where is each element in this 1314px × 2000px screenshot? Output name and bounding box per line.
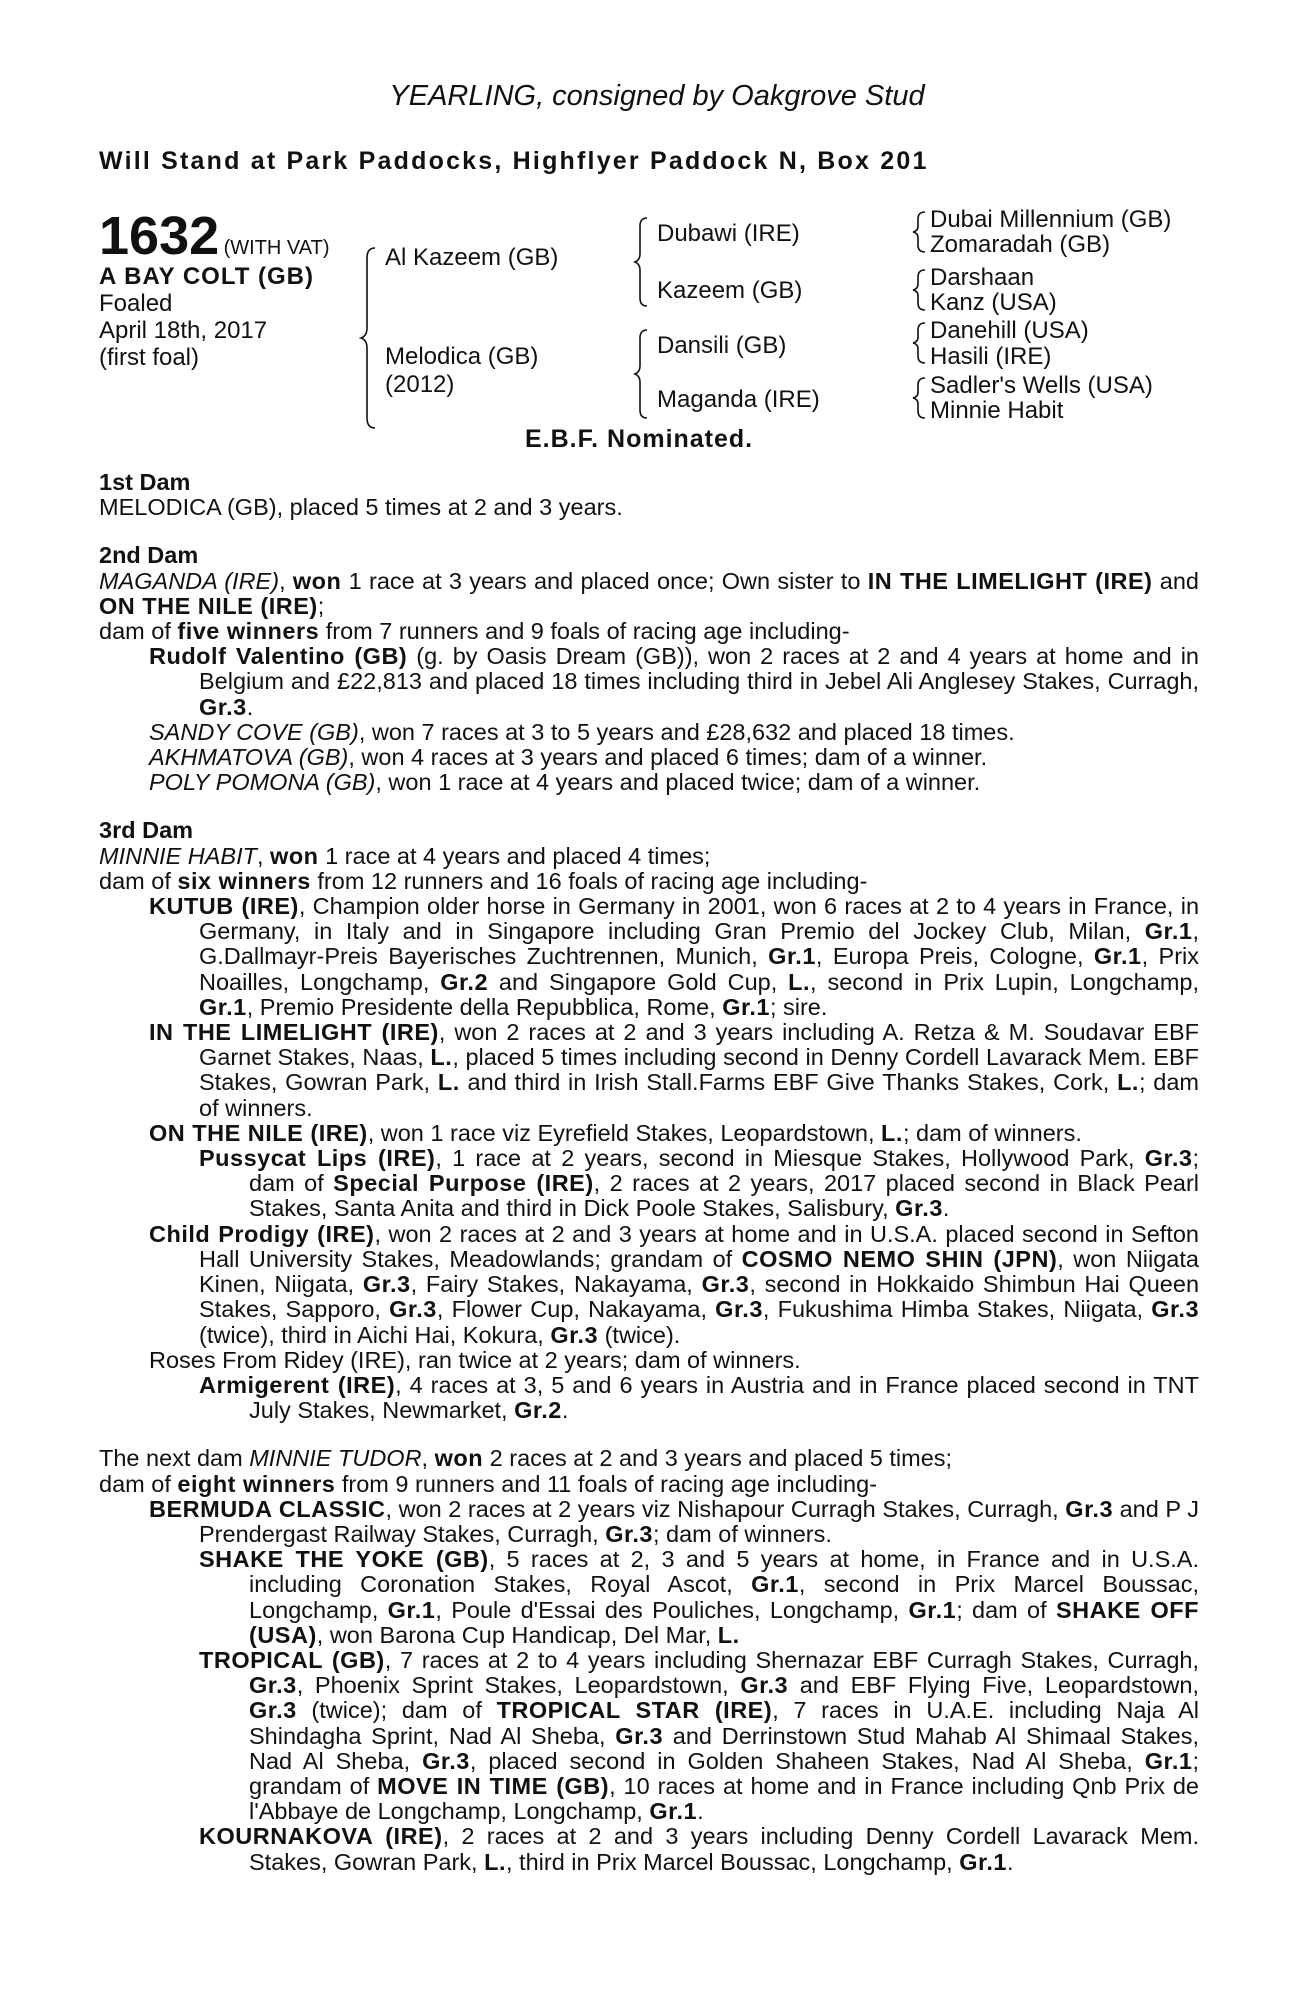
list-item: POLY POMONA (GB), won 1 race at 4 years and placed twice; dam of a winner. [149,769,981,796]
bracket-4 [913,378,925,418]
ggp-6: Hasili (IRE) [930,343,1052,370]
list-item: IN THE LIMELIGHT (IRE), won 2 races at 2 and 3 years including A. Retza & M. Soudavar EBF Garnet Stakes, Naas, L., placed 5 times including second in Denny Cordell Lavarack Mem. EBF Stakes, Gowran Park, L. and third in Irish Stall.Farms EBF Give Thanks Stakes, Cork, L.; dam of winners. [149,1019,1199,1121]
dam-year: (2012) [385,371,455,398]
consignor-line: YEARLING, consigned by Oakgrove Stud [389,80,925,112]
list-item: ON THE NILE (IRE), won 1 race viz Eyrefield Stakes, Leopardstown, L.; dam of winners. [149,1119,1082,1146]
next-dam-section [99,1446,1199,1874]
foaled-date: April 18th, 2017 [99,317,268,344]
ggp-7: Sadler's Wells (USA) [930,372,1153,399]
third-dam-intro: MINNIE HABIT, won 1 race at 4 years and placed 4 times; [99,842,711,869]
ebf-nominated: E.B.F. Nominated. [525,425,754,453]
third-dam-produce: dam of six winners from 12 runners and 16 foals of racing age including- [99,867,868,894]
foal-note: (first foal) [99,344,200,371]
location-heading: Will Stand at Park Paddocks, Highflyer Paddock N, Box 201 [99,147,929,175]
second-dam-heading: 2nd Dam [99,542,199,569]
list-item: SANDY COVE (GB), won 7 races at 3 to 5 years and £28,632 and placed 18 times. [149,718,1015,745]
list-item: Armigerent (IRE), 4 races at 3, 5 and 6 years in Austria and in France placed second in TNT July Stakes, Newmarket, Gr.2. [199,1371,1199,1424]
produce-record [99,470,1199,1875]
list-item: Rudolf Valentino (GB) (g. by Oasis Dream (GB)), won 2 races at 2 and 4 years at home and in Belgium and £22,813 and placed 18 times including third in Jebel Ali Anglesey Stakes, Curragh, Gr.3. [149,643,1199,720]
third-dam-section [99,818,1199,1423]
list-item: AKHMATOVA (GB), won 4 races at 3 years and placed 6 times; dam of a winner. [149,744,988,771]
dam-dam: Maganda (IRE) [657,386,820,413]
ggp-2: Zomaradah (GB) [930,231,1111,258]
sire-dam: Kazeem (GB) [657,277,803,304]
vat-note: (WITH VAT) [223,237,330,259]
second-dam-section [99,543,1199,795]
list-item: TROPICAL (GB), 7 races at 2 to 4 years including Shernazar EBF Curragh Stakes, Curragh, Gr.3, Phoenix Sprint Stakes, Leopardstown, Gr.3 and EBF Flying Five, Leopardstown, Gr.3 (twice); dam of TROPICAL STAR (IRE), 7 races in U.A.E. including Naja Al Shindagha Sprint, Nad Al Sheba, Gr.3 and Derrinstown Stud Mahab Al Shimaal Stakes, Nad Al Sheba, Gr.3, placed second in Golden Shaheen Stakes, Nad Al Sheba, Gr.1; grandam of MOVE IN TIME (GB), 10 races at home and in France including Qnb Prix de l'Abbaye de Longchamp, Longchamp, Gr.1. [199,1646,1200,1825]
ggp-3: Darshaan [930,264,1035,291]
list-item: BERMUDA CLASSIC, won 2 races at 2 years viz Nishapour Curragh Stakes, Curragh, Gr.3 and P J Prendergast Railway Stakes, Curragh, Gr.3; dam of winners. [149,1495,1199,1547]
next-dam-produce: dam of eight winners from 9 runners and 11 foals of racing age including- [99,1470,878,1497]
list-item: Pussycat Lips (IRE), 1 race at 2 years, second in Miesque Stakes, Hollywood Park, Gr.3; dam of Special Purpose (IRE), 2 races at 2 years, 2017 placed second in Black Pearl Stakes, Santa Anita and third in Dick Poole Stakes, Salisbury, Gr.3. [199,1145,1200,1222]
horse-name: A BAY COLT (GB) [99,263,315,290]
ggp-8: Minnie Habit [930,397,1064,424]
first-dam-section [99,470,1199,520]
second-dam-intro: MAGANDA (IRE), won 1 race at 3 years and placed once; Own sister to IN THE LIMELIGHT (IRE) and ON THE NILE (IRE); [99,567,1199,619]
sire-dam-bracket [361,248,375,428]
first-dam-heading: 1st Dam [99,469,191,495]
sire: Al Kazeem (GB) [385,244,559,271]
list-item: Roses From Ridey (IRE), ran twice at 2 years; dam of winners. [149,1346,801,1373]
ggp-1: Dubai Millennium (GB) [930,206,1172,233]
ggp-5: Danehill (USA) [930,317,1089,344]
bracket-1 [913,212,925,252]
dam: Melodica (GB) [385,343,539,370]
list-item: KUTUB (IRE), Champion older horse in Germany in 2001, won 6 races at 2 to 4 years in France, in Germany, in Italy and in Singapore including Gran Premio del Jockey Club, Milan, Gr.1, G.Dallmayr-Preis Bayerisches Zuchtrennen, Munich, Gr.1, Europa Preis, Cologne, Gr.1, Prix Noailles, Longchamp, Gr.2 and Singapore Gold Cup, L., second in Prix Lupin, Longchamp, Gr.1, Premio Presidente della Repubblica, Rome, Gr.1; sire. [149,893,1200,1020]
first-dam-text: MELODICA (GB), placed 5 times at 2 and 3 years. [99,494,623,521]
lot-number-value: 1632 [99,206,220,266]
dam-sire: Dansili (GB) [657,332,787,359]
list-item: SHAKE THE YOKE (GB), 5 races at 2, 3 and 5 years at home, in France and in U.S.A. including Coronation Stakes, Royal Ascot, Gr.1, second in Prix Marcel Boussac, Longchamp, Gr.1, Poule d'Essai des Pouliches, Longchamp, Gr.1; dam of SHAKE OFF (USA), won Barona Cup Handicap, Del Mar, L. [199,1546,1200,1648]
second-dam-produce: dam of five winners from 7 runners and 9 foals of racing age including- [99,618,850,645]
bracket-3 [913,323,925,363]
bracket-2 [913,270,925,310]
third-dam-heading: 3rd Dam [99,817,194,844]
list-item: KOURNAKOVA (IRE), 2 races at 2 and 3 years including Denny Cordell Lavarack Mem. Stakes, Gowran Park, L., third in Prix Marcel Boussac, Longchamp, Gr.1. [199,1823,1199,1875]
foaled-label: Foaled [99,290,173,317]
list-item: Child Prodigy (IRE), won 2 races at 2 and 3 years at home and in U.S.A. placed second in Sefton Hall University Stakes, Meadowlands; grandam of COSMO NEMO SHIN (JPN), won Niigata Kinen, Niigata, Gr.3, Fairy Stakes, Nakayama, Gr.3, second in Hokkaido Shimbun Hai Queen Stakes, Sapporo, Gr.3, Flower Cup, Nakayama, Gr.3, Fukushima Himba Stakes, Niigata, Gr.3 (twice), third in Aichi Hai, Kokura, Gr.3 (twice). [149,1220,1200,1348]
next-dam-intro: The next dam MINNIE TUDOR, won 2 races at 2 and 3 years and placed 5 times; [99,1445,953,1472]
sire-line-bracket [635,218,647,306]
dam-line-bracket [635,330,647,418]
sire-sire: Dubawi (IRE) [657,220,800,247]
ggp-4: Kanz (USA) [930,289,1057,316]
